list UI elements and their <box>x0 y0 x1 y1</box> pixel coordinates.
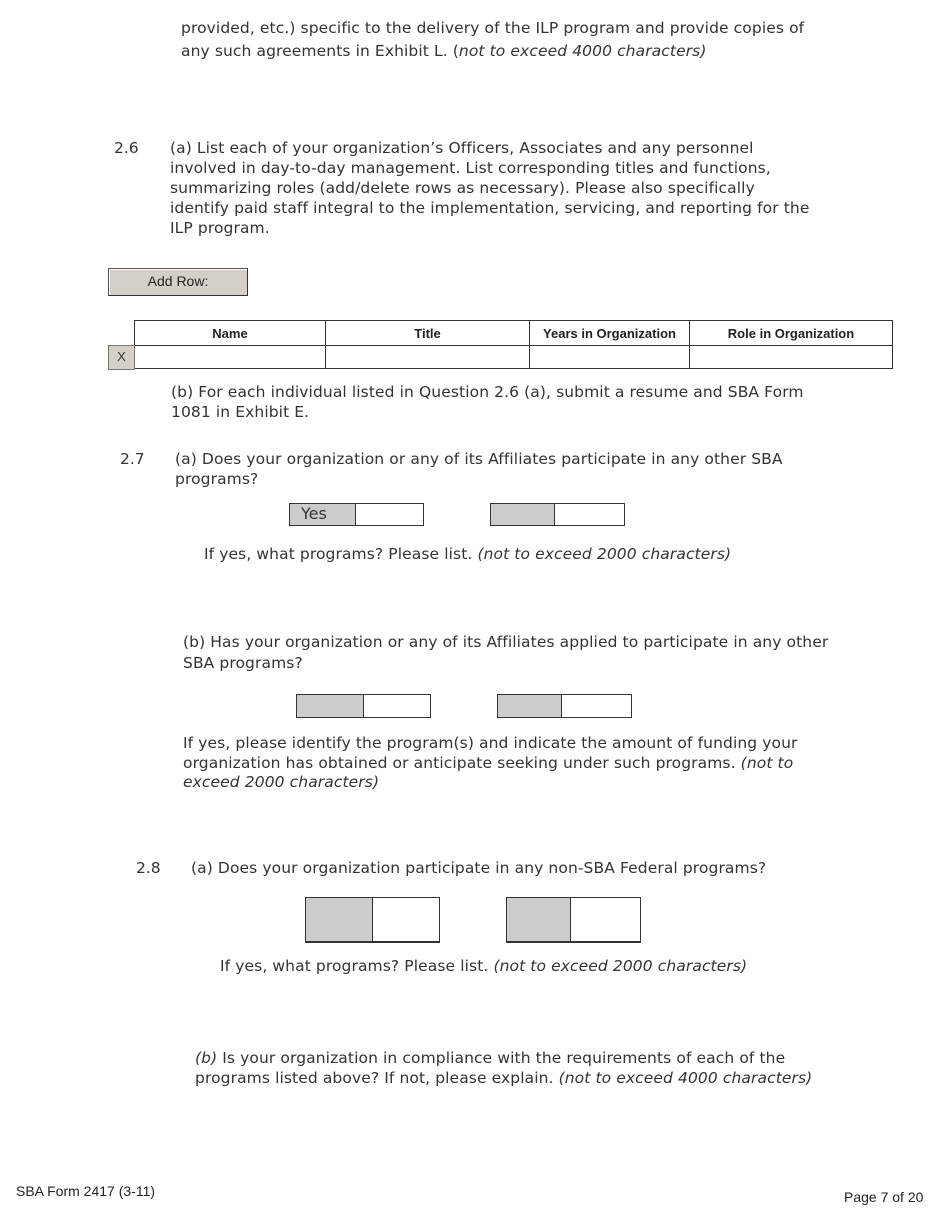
q2-7-a-followup-text: If yes, what programs? Please list. <box>204 545 478 563</box>
q2-7-b-line-1: (b) Has your organization or any of its Affiliates applied to participate in any other <box>183 633 829 651</box>
page-number: Page 7 of 20 <box>844 1189 924 1205</box>
q2-7-a-yes-option[interactable] <box>289 503 424 526</box>
q2-7-b-line-2: SBA programs? <box>183 654 303 672</box>
q2-7-b-char-limit-end: exceed 2000 characters) <box>183 773 380 791</box>
q2-8-a-char-limit: (not to exceed 2000 characters) <box>493 957 748 975</box>
intro-line-2 <box>181 41 707 61</box>
intro-line-1: provided, etc.) specific to the delivery of the ILP program and provide copies of <box>181 19 805 37</box>
column-header-years: Years in Organization <box>530 321 690 346</box>
years-cell[interactable] <box>530 346 690 369</box>
q2-8-b-prefix: (b) <box>195 1049 218 1067</box>
yes-label: Yes <box>290 504 356 525</box>
q2-7-b-followup-line-2 <box>183 753 793 773</box>
form-identifier: SBA Form 2417 (3-11) <box>16 1183 156 1199</box>
q2-8-a-line: (a) Does your organization participate in any non-SBA Federal programs? <box>191 859 767 877</box>
q2-6-a-line-4: identify paid staff integral to the implementation, servicing, and reporting for the <box>170 199 810 217</box>
yes-input-box[interactable] <box>356 504 423 525</box>
q2-7-a-char-limit: (not to exceed 2000 characters) <box>477 545 732 563</box>
title-cell[interactable] <box>326 346 530 369</box>
no-input-box[interactable] <box>555 504 624 525</box>
q2-6-a-line-3: summarizing roles (add/delete rows as necessary). Please also specifically <box>170 179 755 197</box>
personnel-table <box>134 320 893 369</box>
column-header-role: Role in Organization <box>690 321 893 346</box>
q2-8-a-no-option[interactable] <box>506 897 641 943</box>
yes-input-box[interactable] <box>373 898 439 941</box>
yes-label-box <box>297 695 364 717</box>
question-number-2-8: 2.8 <box>136 859 161 877</box>
q2-8-b-line-2 <box>195 1068 812 1088</box>
question-number-2-6: 2.6 <box>114 139 139 157</box>
q2-7-a-line-2: programs? <box>175 470 259 488</box>
intro-line-2-text: any such agreements in Exhibit L. ( <box>181 42 459 60</box>
delete-row-button[interactable]: X <box>108 345 135 370</box>
q2-8-b-char-limit: (not to exceed 4000 characters) <box>558 1069 813 1087</box>
q2-7-b-no-option[interactable] <box>497 694 632 718</box>
q2-7-b-followup-line-2-text: organization has obtained or anticipate seeking under such programs. <box>183 754 741 772</box>
intro-char-limit: not to exceed 4000 characters) <box>458 42 707 60</box>
column-header-name: Name <box>135 321 326 346</box>
yes-input-box[interactable] <box>364 695 430 717</box>
q2-6-b-line-1: (b) For each individual listed in Question 2.6 (a), submit a resume and SBA Form <box>171 383 804 401</box>
q2-8-a-followup <box>220 956 747 976</box>
q2-6-a-line-2: involved in day-to-day management. List corresponding titles and functions, <box>170 159 771 177</box>
q2-7-a-followup <box>204 544 731 564</box>
column-header-title: Title <box>326 321 530 346</box>
name-cell[interactable] <box>135 346 326 369</box>
q2-8-b-line-2-text: programs listed above? If not, please explain. <box>195 1069 559 1087</box>
question-number-2-7: 2.7 <box>120 450 145 468</box>
q2-6-b-line-2: 1081 in Exhibit E. <box>171 403 310 421</box>
q2-7-b-followup-line-1: If yes, please identify the program(s) and indicate the amount of funding your <box>183 734 798 752</box>
q2-8-b-line-1-text: Is your organization in compliance with the requirements of each of the <box>217 1049 786 1067</box>
add-row-button[interactable]: Add Row: <box>108 268 248 296</box>
q2-7-b-yes-option[interactable] <box>296 694 431 718</box>
q2-6-a-line-1: (a) List each of your organization’s Officers, Associates and any personnel <box>170 139 754 157</box>
no-label-box <box>491 504 555 525</box>
q2-8-b-line-1 <box>195 1048 785 1068</box>
role-cell[interactable] <box>690 346 893 369</box>
no-label-box <box>507 898 571 941</box>
q2-7-b-char-limit-start: (not to <box>740 754 794 772</box>
table-row <box>135 346 893 369</box>
q2-8-a-yes-option[interactable] <box>305 897 440 943</box>
table-header-row <box>135 321 893 346</box>
q2-8-a-followup-text: If yes, what programs? Please list. <box>220 957 494 975</box>
yes-label-box <box>306 898 373 941</box>
no-label-box <box>498 695 562 717</box>
no-input-box[interactable] <box>562 695 631 717</box>
q2-7-a-line-1: (a) Does your organization or any of its Affiliates participate in any other SBA <box>175 450 783 468</box>
no-input-box[interactable] <box>571 898 640 941</box>
q2-6-a-line-5: ILP program. <box>170 219 270 237</box>
q2-7-a-no-option[interactable] <box>490 503 625 526</box>
